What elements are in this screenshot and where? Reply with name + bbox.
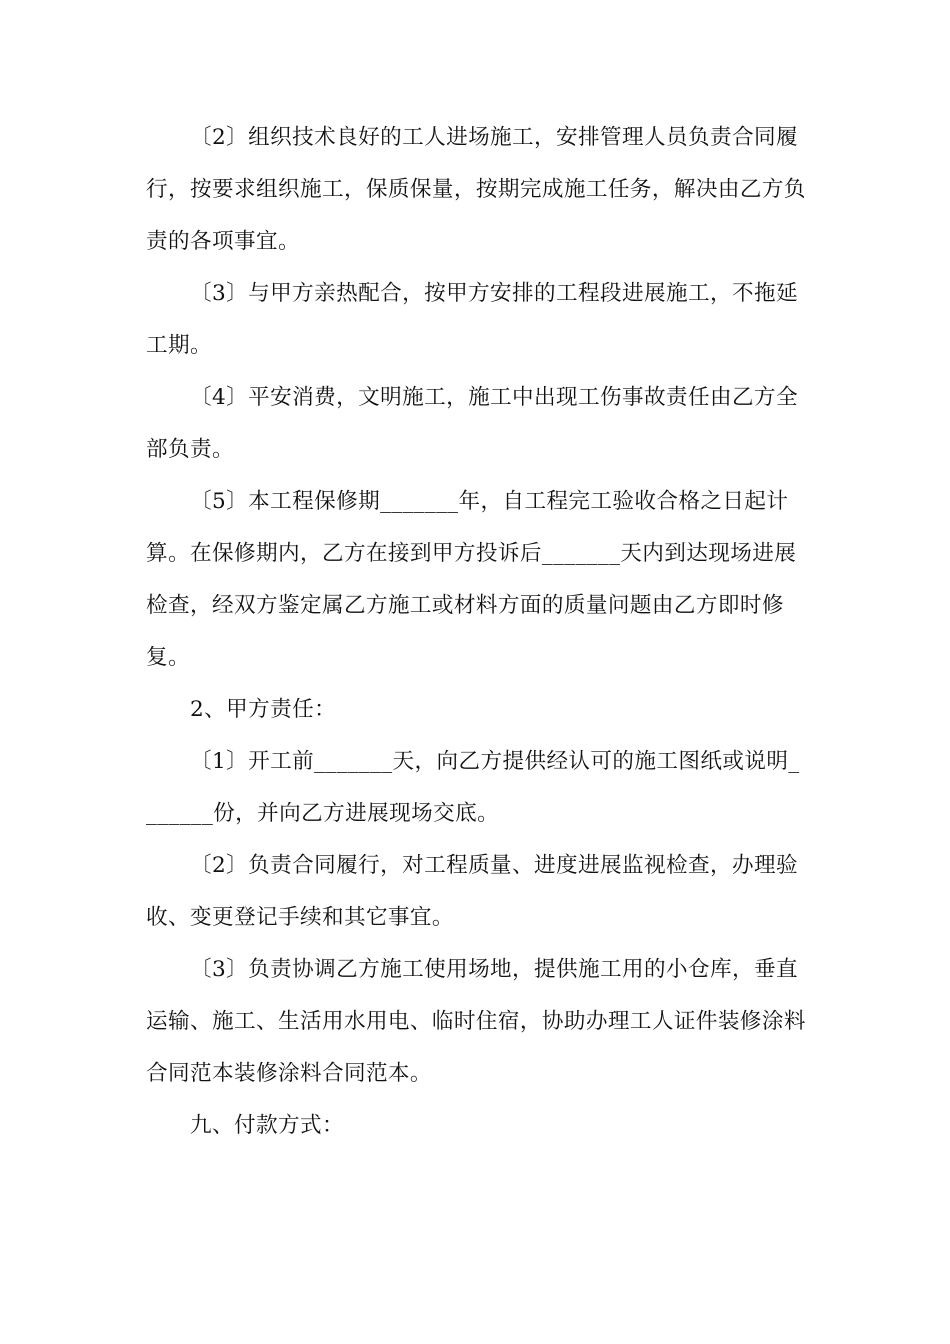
paragraph-contractor-duty-4: 〔4〕平安消费，文明施工，施工中出现工伤事故责任由乙方全部负责。 bbox=[146, 385, 798, 462]
section-heading-party-a-duties: 2、甲方责任： bbox=[190, 697, 337, 722]
paragraph-contractor-duty-2: 〔2〕组织技术良好的工人进场施工，安排管理人员负责合同履行，按要求组织施工，保质保量，按期完成施工任务，解决由乙方负责的各项事宜。 bbox=[146, 125, 806, 254]
paragraph-warranty-period: 〔5〕本工程保修期_______年，自工程完工验收合格之日起计算。在保修期内，乙方在接到甲方投诉后_______天内到达现场进展检查，经双方鉴定属乙方施工或材料方面的质量问题由乙方即时修复。 bbox=[146, 489, 797, 670]
paragraph-party-a-duty-2: 〔2〕负责合同履行，对工程质量、进度进展监视检查，办理验收、变更登记手续和其它事宜。 bbox=[146, 853, 798, 930]
paragraph-party-a-duty-1: 〔1〕开工前_______天，向乙方提供经认可的施工图纸或说明_______份，并向乙方进展现场交底。 bbox=[146, 749, 800, 826]
section-heading-payment-method: 九、付款方式： bbox=[190, 1113, 344, 1138]
paragraph-contractor-duty-3: 〔3〕与甲方亲热配合，按甲方安排的工程段进展施工，不拖延工期。 bbox=[146, 281, 798, 358]
document-body bbox=[146, 112, 808, 1152]
paragraph-party-a-duty-3: 〔3〕负责协调乙方施工使用场地，提供施工用的小仓库，垂直运输、施工、生活用水用电、临时住宿，协助办理工人证件装修涂料合同范本装修涂料合同范本。 bbox=[146, 957, 806, 1086]
